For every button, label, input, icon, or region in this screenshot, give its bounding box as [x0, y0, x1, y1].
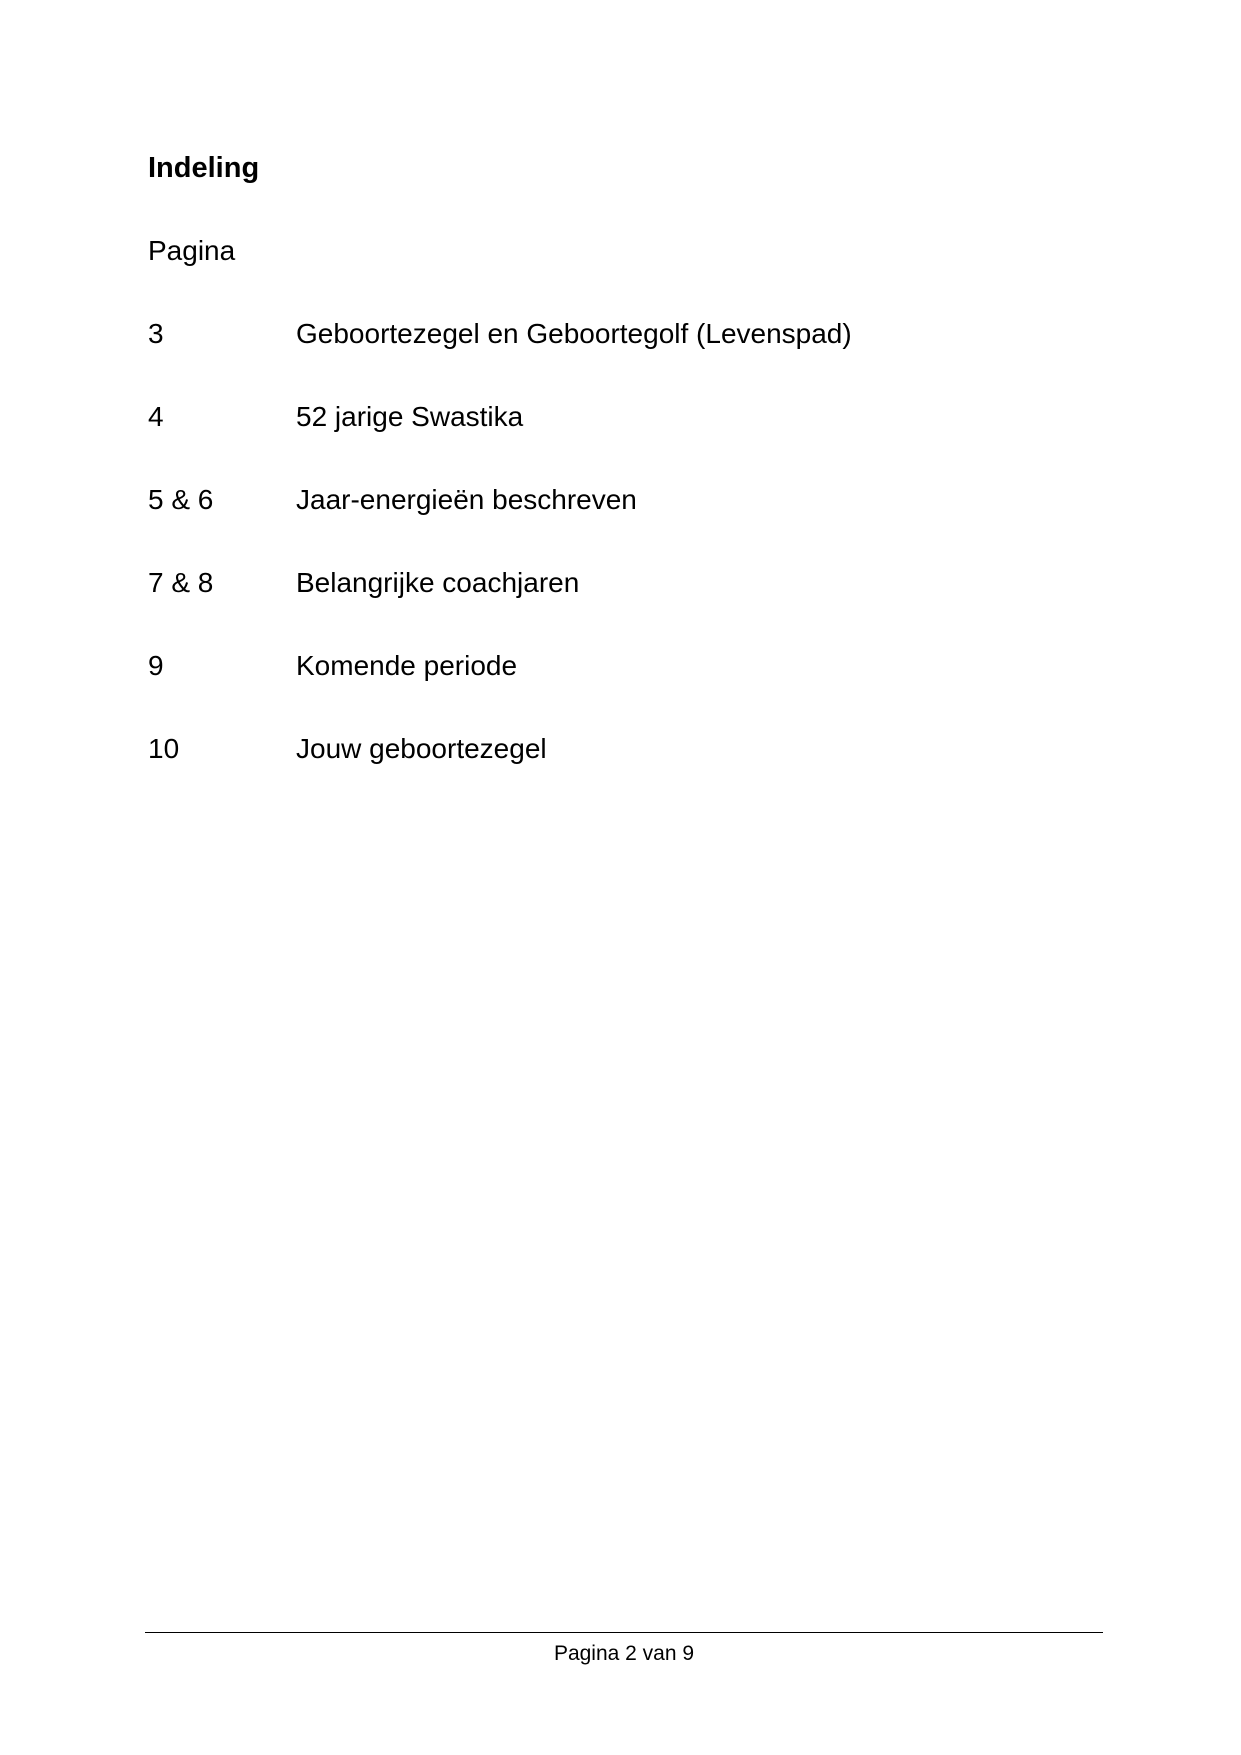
- toc-page-number: 5 & 6: [148, 484, 214, 515]
- toc-entry: [148, 646, 1048, 729]
- page-heading: Indeling: [148, 152, 260, 184]
- table-of-contents: [148, 314, 1048, 812]
- toc-entry-title: Komende periode: [296, 650, 518, 681]
- toc-entry: [148, 397, 1048, 480]
- toc-entry: [148, 314, 1048, 397]
- toc-page-number: 4: [148, 401, 164, 432]
- toc-page-number: 3: [148, 318, 164, 349]
- toc-page-number: 10: [148, 733, 180, 764]
- toc-entry-title: 52 jarige Swastika: [296, 401, 524, 432]
- toc-entry: [148, 563, 1048, 646]
- toc-entry: [148, 729, 1048, 812]
- page-column-label: Pagina: [148, 235, 236, 266]
- toc-entry-title: Jouw geboortezegel: [296, 733, 547, 764]
- toc-page-number: 9: [148, 650, 164, 681]
- toc-entry-title: Belangrijke coachjaren: [296, 567, 580, 598]
- toc-entry-title: Geboortezegel en Geboortegolf (Levenspad): [296, 318, 852, 349]
- page-footer: Pagina 2 van 9: [553, 1642, 695, 1665]
- footer-divider: [145, 1632, 1103, 1633]
- toc-entry: [148, 480, 1048, 563]
- toc-entry-title: Jaar-energieën beschreven: [296, 484, 637, 515]
- toc-page-number: 7 & 8: [148, 567, 214, 598]
